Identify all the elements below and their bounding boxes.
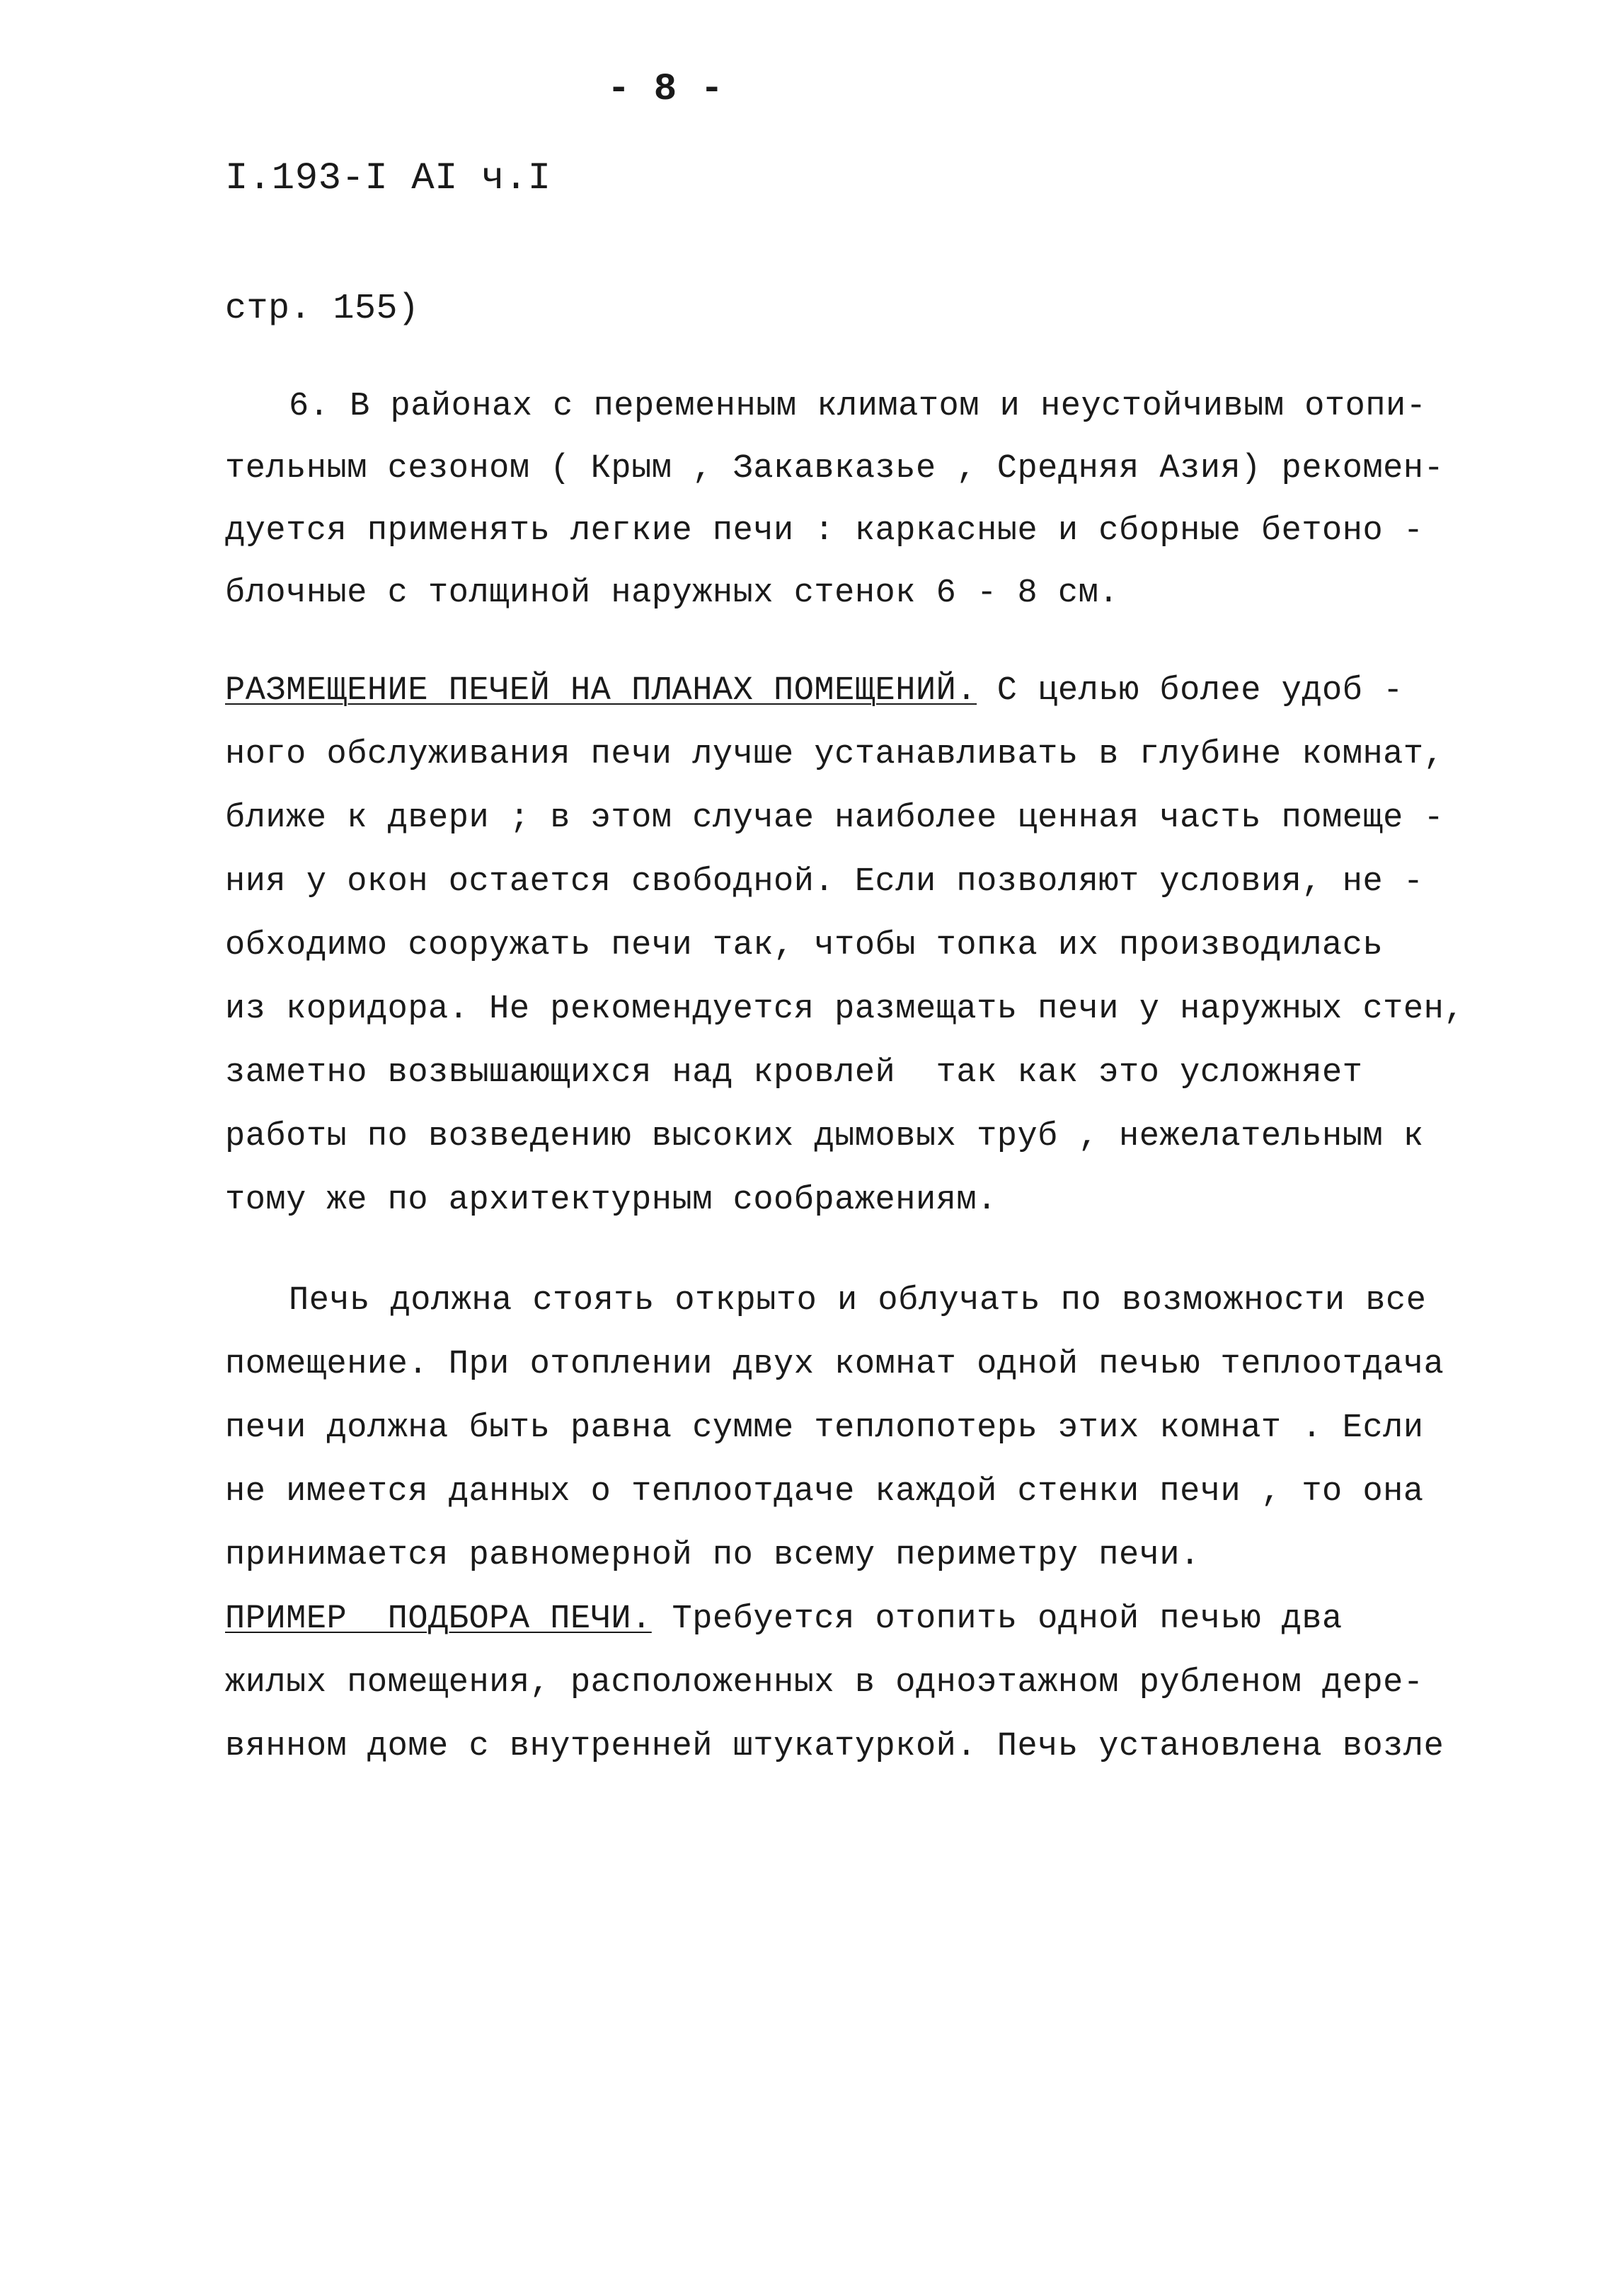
paragraph-3-line: печи должна быть равна сумме теплопотерь этих комнат . Если	[225, 1409, 1424, 1447]
section-2-line: тому же по архитектурным соображениям.	[225, 1182, 997, 1219]
section-2-line: ного обслуживания печи лучше устанавливать в глубине комнат,	[225, 736, 1444, 773]
section-4-line: вянном доме с внутренней штукатуркой. Печь установлена возле	[225, 1728, 1444, 1765]
section-2-first-line-text: С целью более удоб -	[977, 672, 1403, 710]
paragraph-3-line: не имеется данных о теплоотдаче каждой стенки печи , то она	[225, 1473, 1424, 1511]
paragraph-1-line: дуется применять легкие печи : каркасные и сборные бетоно -	[225, 512, 1424, 550]
paragraph-3-line: помещение. При отоплении двух комнат одной печью теплоотдача	[225, 1346, 1444, 1383]
paragraph-1-line: блочные с толщиной наружных стенок 6 - 8 см.	[225, 575, 1120, 612]
section-2-line: ния у окон остается свободной. Если позволяют условия, не -	[225, 863, 1424, 901]
paragraph-3-line: принимается равномерной по всему периметру печи.	[225, 1537, 1200, 1574]
paragraph-3-line: Печь должна стоять открыто и облучать по возможности все	[289, 1282, 1427, 1320]
section-4-heading: ПРИМЕР ПОДБОРА ПЕЧИ.	[225, 1600, 652, 1638]
section-2-line: работы по возведению высоких дымовых труб , нежелательным к	[225, 1118, 1424, 1155]
section-4-first-line	[225, 1600, 1343, 1638]
section-4-line: жилых помещения, расположенных в одноэтажном рубленом дере-	[225, 1664, 1424, 1702]
document-code: I.193-I AI ч.I	[225, 157, 551, 200]
section-2-line: заметно возвышающихся над кровлей так как это усложняет	[225, 1054, 1363, 1092]
paragraph-1-line: 6. В районах с переменным климатом и неустойчивым отопи-	[289, 388, 1427, 425]
section-2-heading: РАЗМЕЩЕНИЕ ПЕЧЕЙ НА ПЛАНАХ ПОМЕЩЕНИЙ.	[225, 672, 977, 710]
section-2-line: обходимо сооружать печи так, чтобы топка их производилась	[225, 927, 1384, 964]
section-2-line: ближе к двери ; в этом случае наиболее ценная часть помеще -	[225, 800, 1444, 837]
page-reference: стр. 155)	[225, 289, 420, 329]
section-4-first-line-text: Требуется отопить одной печью два	[651, 1600, 1343, 1638]
page-number: - 8 -	[607, 68, 724, 111]
paragraph-1-line: тельным сезоном ( Крым , Закавказье , Средняя Азия) рекомен-	[225, 450, 1444, 488]
section-2-line: из коридора. Не рекомендуется размещать печи у наружных стен,	[225, 991, 1464, 1028]
section-2-first-line	[225, 672, 1403, 710]
